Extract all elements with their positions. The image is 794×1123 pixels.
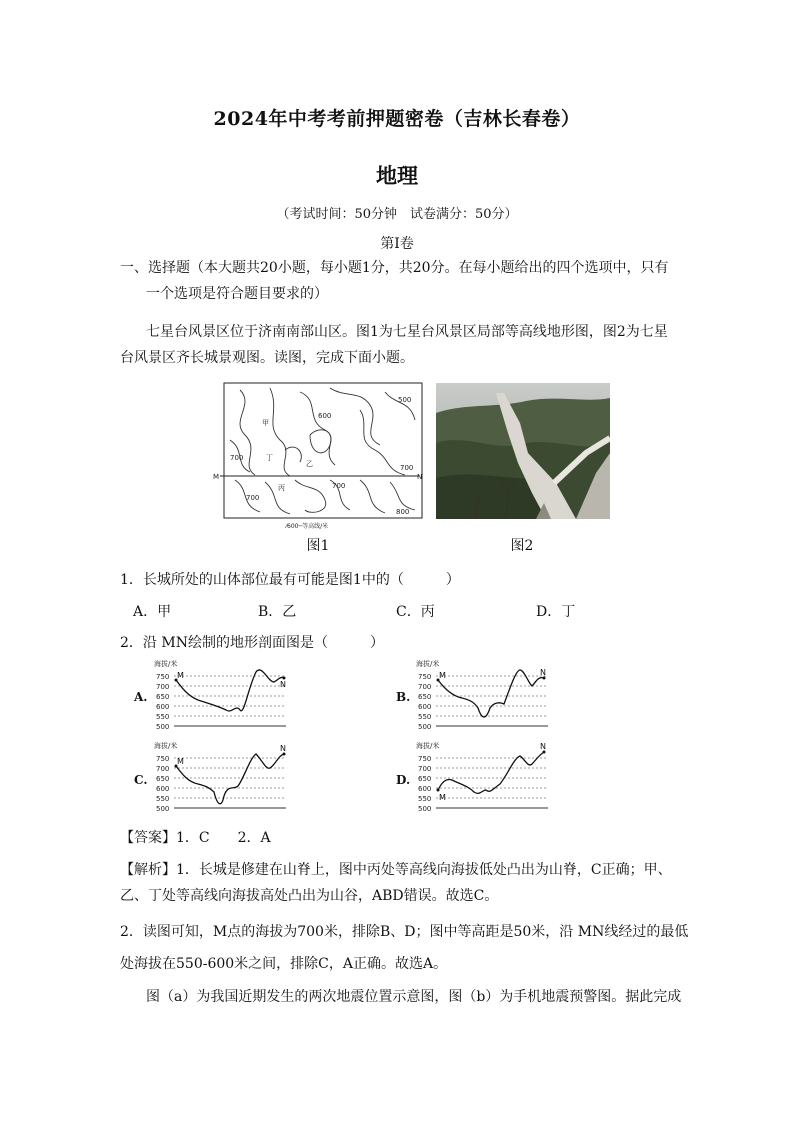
figure1-caption: 图1 xyxy=(306,538,330,554)
q1-option-c[interactable]: C．丙 xyxy=(396,604,435,620)
profile-y-tick: 650 xyxy=(418,775,432,783)
profile-y-tick: 600 xyxy=(156,785,170,793)
q2-option-c-label[interactable]: C. xyxy=(134,773,148,787)
analysis-line4: 处海拔在550-600米之间，排除C，A正确。故选A。 xyxy=(120,956,448,972)
analysis-line1: 【解析】1．长城是修建在山脊上，图中丙处等高线向海拔低处凸出为山脊，C正确；甲、 xyxy=(120,862,672,878)
profile-m-label: M xyxy=(177,757,184,766)
answer-line: 【答案】1．C 2．A xyxy=(120,830,271,846)
profile-plot-b[interactable] xyxy=(412,658,552,730)
profile-plot-c[interactable] xyxy=(150,740,290,812)
exam-info: （考试时间：50分钟 试卷满分：50分） xyxy=(276,207,518,222)
profile-curve xyxy=(438,670,544,717)
analysis-line3: 2．读图可知，M点的海拔为700米，排除B、D；图中等高距是50米，沿 MN线经过的最低 xyxy=(120,924,689,940)
profile-y-tick: 700 xyxy=(418,765,432,773)
q1-option-d[interactable]: D．丁 xyxy=(536,604,576,620)
map-label-ding: 丁 xyxy=(266,454,273,462)
profile-n-label: N xyxy=(540,742,546,751)
q2-option-b-label[interactable]: B. xyxy=(396,690,411,704)
analysis-line2: 乙、丁处等高线向海拔高处凸出为山谷，ABD错误。故选C。 xyxy=(120,888,499,904)
great-wall-photo xyxy=(436,383,610,519)
profile-y-tick: 750 xyxy=(156,755,170,763)
figure2-caption: 图2 xyxy=(510,538,534,554)
profile-y-tick: 550 xyxy=(156,795,170,803)
profile-m-label: M xyxy=(439,793,446,802)
profile-y-tick: 650 xyxy=(156,693,170,701)
profile-y-axis-label: 海拔/米 xyxy=(416,742,440,750)
volume-label: 第Ⅰ卷 xyxy=(380,236,414,252)
profile-n-label: N xyxy=(540,668,546,677)
map-legend: ⁄600─等高线/米 xyxy=(286,523,329,530)
profile-plot-d[interactable] xyxy=(412,740,552,812)
profile-y-tick: 600 xyxy=(418,703,432,711)
profile-y-tick: 750 xyxy=(418,673,432,681)
profile-m-point xyxy=(437,789,440,792)
contour-label: 700 xyxy=(230,454,244,462)
profile-curve xyxy=(176,754,284,804)
q2-option-a-label[interactable]: A. xyxy=(134,690,148,704)
profile-y-tick: 700 xyxy=(418,683,432,691)
profile-y-tick: 750 xyxy=(418,755,432,763)
contour-label: 600 xyxy=(318,412,332,420)
map-label-jia: 甲 xyxy=(262,419,269,427)
profile-y-tick: 600 xyxy=(418,785,432,793)
profile-m-label: M xyxy=(177,671,184,680)
profile-y-tick: 500 xyxy=(156,805,170,812)
map-label-n: N xyxy=(417,473,423,481)
profile-y-tick: 700 xyxy=(156,683,170,691)
contour-label: 800 xyxy=(396,508,410,516)
map-label-bing: 丙 xyxy=(278,484,285,492)
map-label-yi: 乙 xyxy=(306,460,313,468)
q1-option-a[interactable]: A．甲 xyxy=(133,604,172,620)
q2-option-d-label[interactable]: D. xyxy=(396,773,411,787)
profile-y-tick: 650 xyxy=(156,775,170,783)
profile-n-label: N xyxy=(280,744,286,753)
contour-label: 700 xyxy=(332,482,346,490)
profile-y-tick: 500 xyxy=(418,723,432,730)
document-title: 2024年中考考前押题密卷（吉林长春卷） xyxy=(213,108,581,130)
intro2-line1: 图（a）为我国近期发生的两次地震位置示意图，图（b）为手机地震预警图。据此完成 xyxy=(146,989,682,1005)
q1-option-b[interactable]: B．乙 xyxy=(258,604,297,620)
contour-label: 700 xyxy=(400,464,414,472)
question1-stem: 1．长城所处的山体部位最有可能是图1中的（ ） xyxy=(120,572,460,588)
profile-y-tick: 550 xyxy=(418,713,432,721)
profile-plot-a[interactable] xyxy=(150,658,290,730)
profile-y-tick: 650 xyxy=(418,693,432,701)
profile-y-tick: 500 xyxy=(156,723,170,730)
section-heading-line1: 一、选择题（本大题共20小题，每小题1分，共20分。在每小题给出的四个选项中，只有 xyxy=(120,260,669,276)
profile-y-tick: 600 xyxy=(156,703,170,711)
contour-map-figure xyxy=(210,380,425,532)
profile-y-tick: 550 xyxy=(418,795,432,803)
profile-y-tick: 700 xyxy=(156,765,170,773)
intro-line1: 七星台风景区位于济南南部山区。图1为七星台风景区局部等高线地形图，图2为七星 xyxy=(146,324,668,340)
question2-stem: 2．沿 MN绘制的地形剖面图是（ ） xyxy=(120,635,384,651)
profile-y-axis-label: 海拔/米 xyxy=(154,660,178,668)
profile-y-tick: 550 xyxy=(156,713,170,721)
profile-y-tick: 500 xyxy=(418,805,432,812)
profile-m-label: M xyxy=(439,671,446,680)
contour-label: 700 xyxy=(246,494,260,502)
profile-y-tick: 750 xyxy=(156,673,170,681)
profile-n-label: N xyxy=(280,680,286,689)
profile-y-axis-label: 海拔/米 xyxy=(416,660,440,668)
contour-label: 500 xyxy=(398,396,412,404)
profile-y-axis-label: 海拔/米 xyxy=(154,742,178,750)
map-label-m: M xyxy=(213,473,220,481)
section-heading-line2: 一个选项是符合题目要求的） xyxy=(146,286,328,302)
subject-title: 地理 xyxy=(376,163,418,188)
intro-line2: 台风景区齐长城景观图。读图，完成下面小题。 xyxy=(120,350,414,366)
